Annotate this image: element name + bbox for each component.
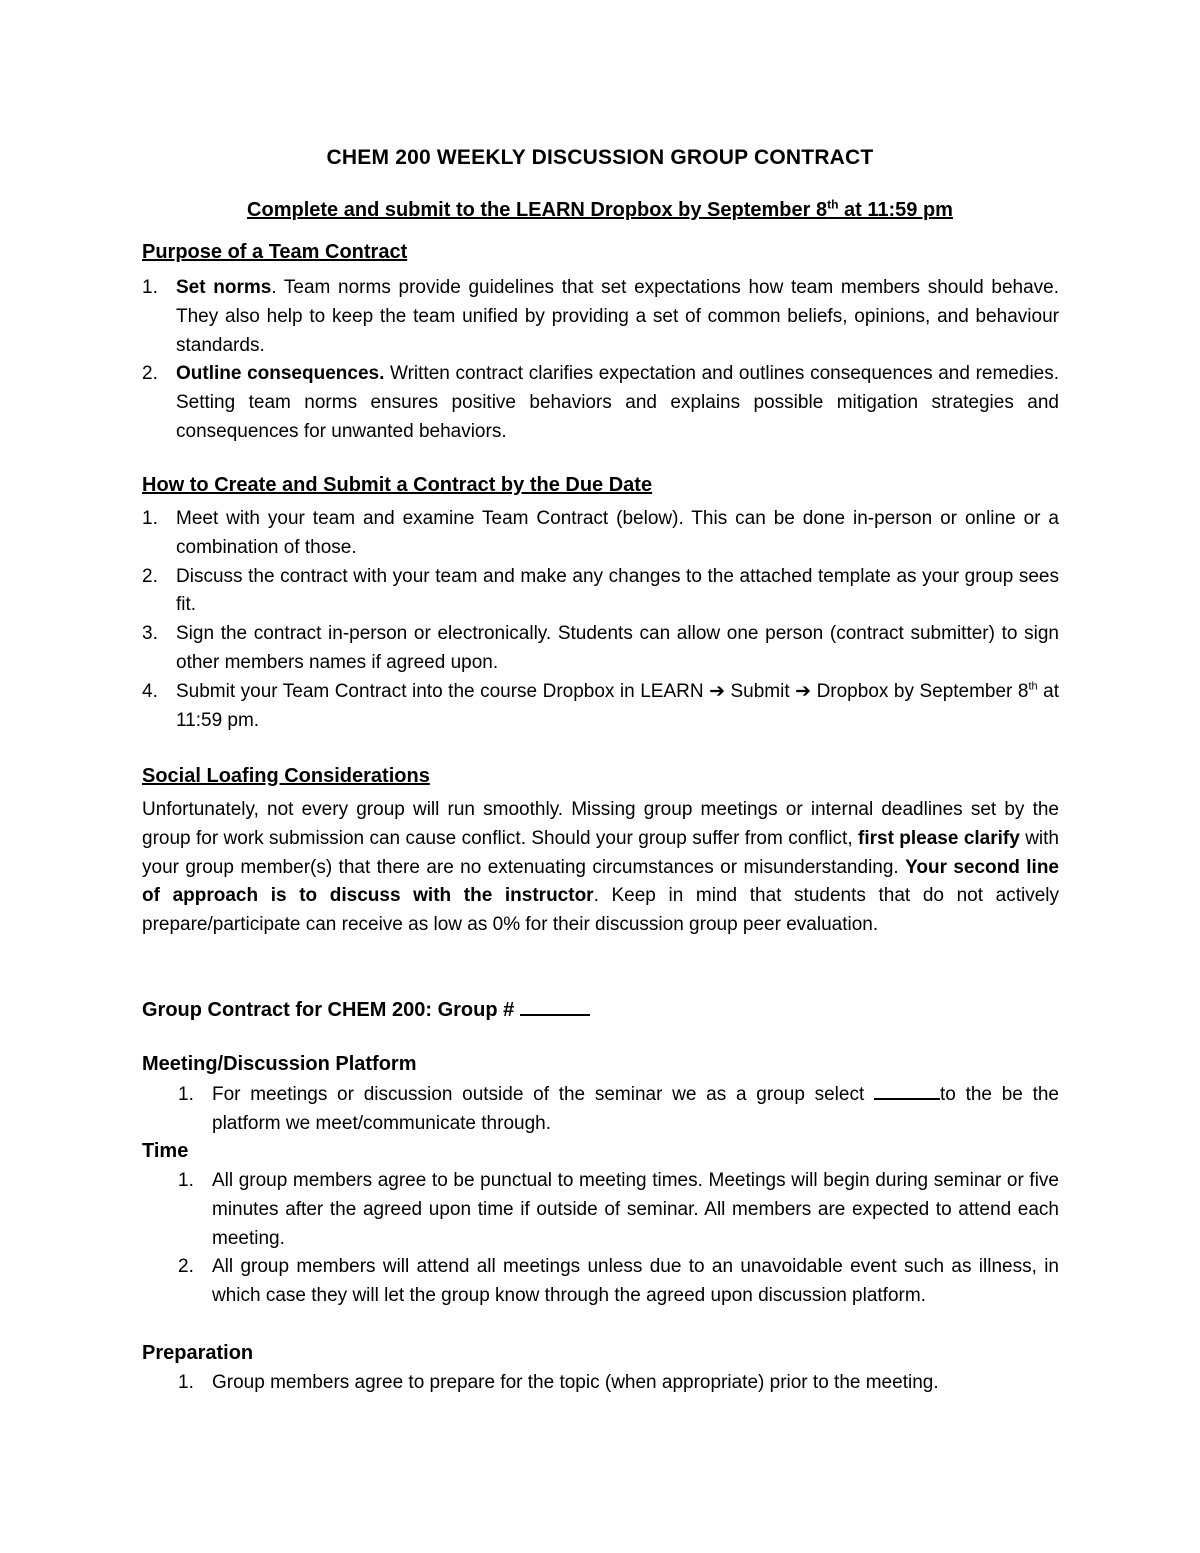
platform-item: 1. For meetings or discussion outside of the seminar we as a group select to the be the platform we meet/communicate through. [178, 1084, 1059, 1134]
purpose-list [142, 274, 1059, 447]
arrow-right-icon: ➔ [709, 680, 725, 702]
submission-deadline: Complete and submit to the LEARN Dropbox by September 8th at 11:59 pm [247, 197, 953, 221]
time-list [178, 1167, 1059, 1311]
how-to-list [142, 505, 1059, 735]
purpose-item: 1. Set norms. Team norms provide guidelines that set expectations how team members should behave. They also help to keep the team unified by providing a set of common beliefs, opinions, and behaviour standards. [142, 277, 1059, 356]
how-to-heading: How to Create and Submit a Contract by the Due Date [142, 474, 653, 496]
group-contract-heading: Group Contract for CHEM 200: Group # [142, 996, 590, 1025]
time-item: 1. All group members agree to be punctual to meeting times. Meetings will begin during seminar or five minutes after the agreed upon time if outside of seminar. All members are expected to attend each meeting. [178, 1170, 1059, 1249]
purpose-heading: Purpose of a Team Contract [142, 241, 408, 263]
arrow-right-icon: ➔ [795, 680, 812, 702]
social-loafing-paragraph: Unfortunately, not every group will run smoothly. Missing group meetings or internal deadlines set by the group for work submission can cause conflict. Should your group suffer from conflict, first please clarify with your group member(s) that there are no extenuating circumstances or misunderstanding. Your second line of approach is to discuss with the instructor. Keep in mind that students that do not actively prepare/participate can receive as low as 0% for their discussion group peer evaluation. [142, 799, 1059, 936]
platform-list [178, 1081, 1059, 1139]
platform-blank [874, 1098, 940, 1100]
how-to-item: 3. Sign the contract in-person or electronically. Students can allow one person (contract submitter) to sign other members names if agreed upon. [142, 623, 1059, 673]
purpose-item: 2. Outline consequences. Written contract clarifies expectation and outlines consequences and remedies. Setting team norms ensures positive behaviors and explains possible mitigation strategies and consequences for unwanted behaviors. [142, 363, 1060, 442]
how-to-item: 2. Discuss the contract with your team and make any changes to the attached template as your group sees fit. [142, 565, 1059, 616]
document-title: CHEM 200 WEEKLY DISCUSSION GROUP CONTRACT [326, 146, 874, 169]
time-item: 2. All group members will attend all meetings unless due to an unavoidable event such as illness, in which case they will let the group know through the agreed upon discussion platform. [178, 1256, 1059, 1307]
how-to-item: 1. Meet with your team and examine Team Contract (below). This can be done in-person or online or a combination of those. [142, 508, 1059, 558]
how-to-item: 4. Submit your Team Contract into the course Dropbox in LEARN ➔ Submit ➔ Dropbox by September 8th at 11:59 pm. [142, 680, 1060, 731]
time-heading: Time [142, 1140, 189, 1162]
platform-heading: Meeting/Discussion Platform [142, 1053, 417, 1075]
preparation-item: 1. Group members agree to prepare for the topic (when appropriate) prior to the meeting. [178, 1372, 939, 1393]
group-number-blank [520, 1014, 590, 1016]
preparation-list [178, 1369, 1059, 1398]
preparation-heading: Preparation [142, 1342, 254, 1364]
social-loafing-heading: Social Loafing Considerations [142, 765, 430, 787]
